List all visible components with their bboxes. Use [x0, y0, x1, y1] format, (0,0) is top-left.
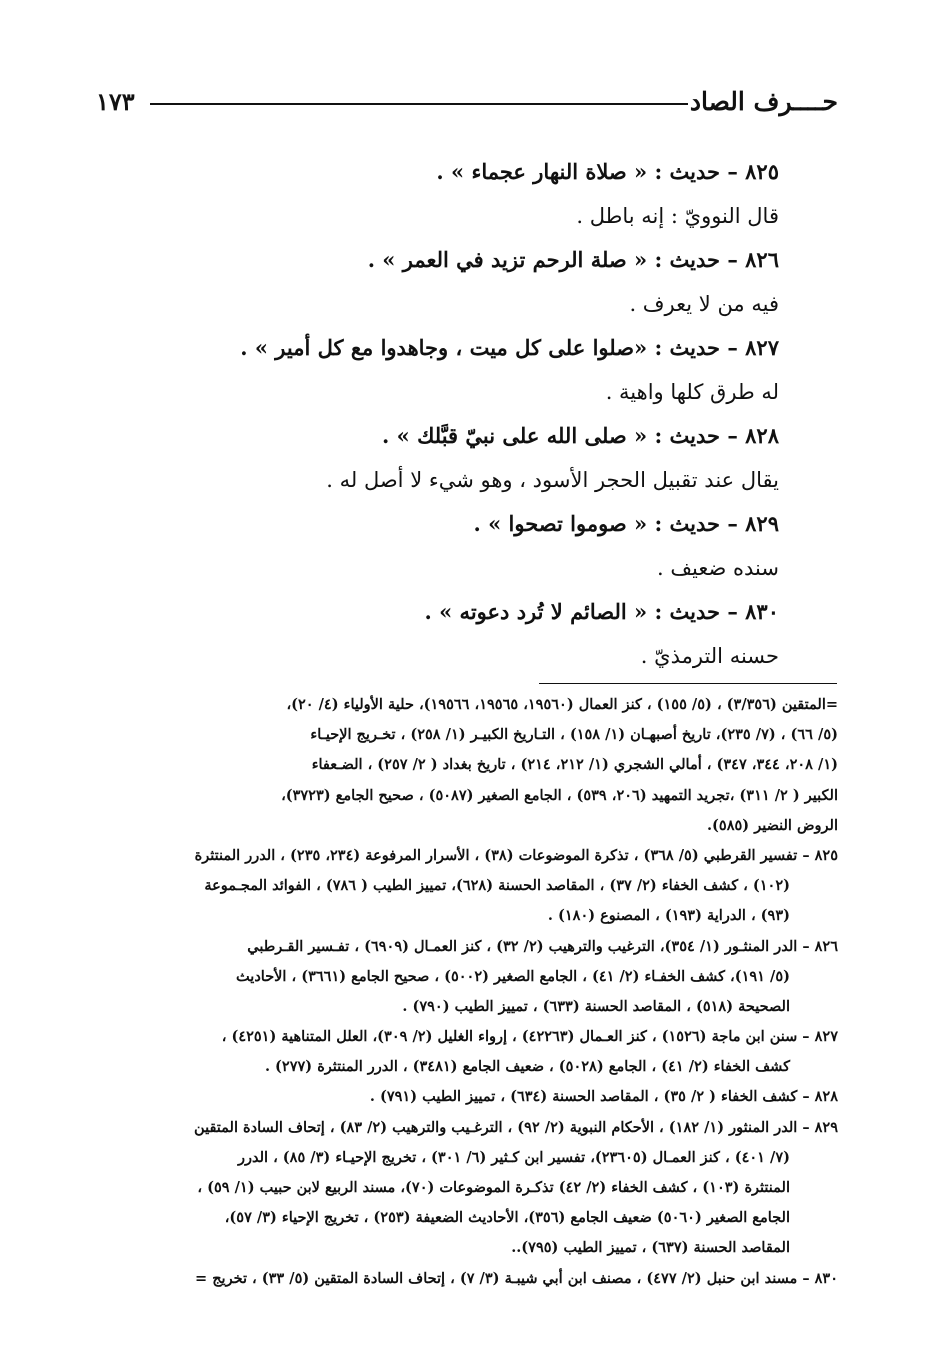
- comment-line: فيه من لا يعرف .: [629, 292, 779, 316]
- header-rule: [150, 103, 688, 105]
- footnote-line: المقاصد الحسنة (٦٣٧) ، تمييز الطيب (٧٩٥)..: [511, 1239, 790, 1257]
- footnote-line: الروض النضير (٥٨٥).: [706, 816, 838, 834]
- hadith-line: ٨٢٥ – حديث : « صلاة النهار عجماء » .: [436, 159, 779, 184]
- comment-line: قال النوويّ : إنه باطل .: [576, 204, 779, 228]
- footnote-line: ٨٢٩ – الدر المنثور (١/ ١٨٢) ، الأحكام النبوية (٢/ ٩٢) ، الترغـيب والترهيب (٢/ ٨٣) ، إتحاف السادة المتقين: [194, 1118, 838, 1136]
- footnotes: [96, 690, 838, 1294]
- footnote-line: =المتقين (٣/٣٥٦) ، (٥/ ١٥٥) ، كنز العمال (١٩٥٦٠، ١٩٥٦٥، ١٩٥٦٦)، حلية الأولياء (٤/ ٢٠)،: [286, 696, 838, 713]
- footnote-line: (٩٣) ، الدراية (١٩٣) ، المصنوع (١٨٠) .: [547, 907, 790, 925]
- hadith-line: ٨٣٠ – حديث : « الصائم لا تُرد دعوته » .: [424, 599, 779, 624]
- footnote-line: ٨٣٠ – مسند ابن حنبل (٢/ ٤٧٧) ، مصنف ابن أبي شيبـة (٣/ ٧) ، إتحاف السادة المتقين (٥/ ٣٣) ، تخريج =: [195, 1269, 838, 1287]
- footnote-line: كشف الخفاء (٢/ ٤١) ، الجامع (٥٠٢٨) ، ضعيف الجامع (٣٤٨١) ، الدرر المنتثرة (٢٧٧) .: [264, 1058, 790, 1076]
- comment-line: له طرق كلها واهية .: [605, 380, 779, 404]
- footnote-line: الصحيحة (٥١٨) ، المقاصد الحسنة (٦٣٣) ، تمييز الطيب (٧٩٠) .: [402, 997, 790, 1015]
- chapter-title: حــــرف الصاد: [689, 87, 838, 116]
- page-number: ١٧٣: [96, 87, 135, 116]
- footnote-line: ٨٢٨ – كشف الخفاء ( ٢/ ٣٥) ، المقاصد الحسنة (٦٣٤) ، تمييز الطيب (٧٩١) .: [369, 1088, 838, 1106]
- footnote-line: (١/ ٢٠٨، ٣٤٤، ٣٤٧) ، أمالي الشجري (١/ ٢١٢، ٢١٤) ، تاريخ بغداد ( ٢/ ٢٥٧) ، الضـعفاء: [311, 756, 838, 774]
- footnote-line: المنتثرة (١٠٣) ، كشف الخفاء (٢/ ٤٢) تذكـرة الموضوعات (٧٠)، مسند الربيع لابن حبيب (١/ ٥٩) ،: [197, 1179, 790, 1196]
- footnote-line: (٥/ ١٩١)، كشف الخفـاء (٢/ ٤١) ، الجامع الصغير (٥٠٠٢) ، صحيح الجامع (٣٦٦١) ، الأحاديث: [236, 967, 790, 985]
- footnote-line: ٨٢٥ – تفسير القرطبي (٥/ ٣٦٨) ، تذكرة الموضوعات (٣٨) ، الأسرار المرفوعة (٢٣٤، ٢٣٥) ، الدرر المنتثرة: [194, 846, 838, 864]
- running-header: [96, 84, 838, 120]
- footnote-line: ٨٢٧ – سنن ابن ماجة (١٥٢٦) ، كنز العـمال (٤٢٢٦٣) ، إرواء الغليل (٢/ ٣٠٩)، العلل المتناهية (٤٢٥١) ،: [221, 1028, 838, 1046]
- hadith-line: ٨٢٦ – حديث : « صلة الرحم تزيد في العمر » .: [367, 247, 779, 272]
- main-text: [179, 150, 779, 678]
- hadith-line: ٨٢٨ – حديث : « صلى الله على نبيّ قبَّلك » .: [382, 423, 779, 448]
- footnote-line: ٨٢٦ – الدر المنثـور (١/ ٣٥٤)، الترغيب والترهيب (٢/ ٣٢) ، كنز العمـال (٦٩٠٩) ، تفـسير القـرطبي: [247, 937, 838, 955]
- footnote-line: الجامع الصغير (٥٠٦٠) ضعيف الجامع (٣٥٦)، الأحاديث الضعيفة (٢٥٣) ، تخريج الإحياء (٣/ ٥٧)،: [224, 1209, 790, 1227]
- comment-line: حسنه الترمذيّ .: [640, 644, 779, 668]
- footnote-line: (١٠٢) ، كشف الخفاء (٢/ ٣٧) ، المقاصد الحسنة (٦٢٨)، تمييز الطيب ( ٧٨٦) ، الفوائد المجـموعة: [204, 877, 790, 895]
- footnote-line: (٧/ ٤٠١) ، كنز العمـال (٢٣٦٠٥)، تفسير ابن كـثير (٦/ ٣٠١) ، تخريج الإحيـاء (٣/ ٨٥) ، الدرر: [237, 1148, 790, 1166]
- comment-line: سنده ضعيف .: [656, 556, 779, 580]
- comment-line: يقال عند تقبيل الحجر الأسود ، وهو شيء لا أصل له .: [326, 468, 779, 492]
- footnote-line: (٥/ ٦٦) ، (٧/ ٢٣٥)، تاريخ أصبهـان (١/ ١٥٨) ، التـاريخ الكبيـر (١/ ٢٥٨) ، تخـريج الإحيـاء: [310, 726, 838, 744]
- hadith-line: ٨٢٩ – حديث : « صوموا تصحوا » .: [473, 511, 779, 536]
- footnote-line: الكبير ( ٢/ ٣١١) ،تجريد التمهيد (٢٠٦، ٥٣٩) ، الجامع الصغير (٥٠٨٧) ، صحيح الجامع (٣٧٢٣)،: [281, 786, 838, 804]
- footnote-separator: [539, 683, 837, 684]
- hadith-line: ٨٢٧ – حديث : «صلوا على كل ميت ، وجاهدوا مع كل أمير » .: [240, 335, 779, 360]
